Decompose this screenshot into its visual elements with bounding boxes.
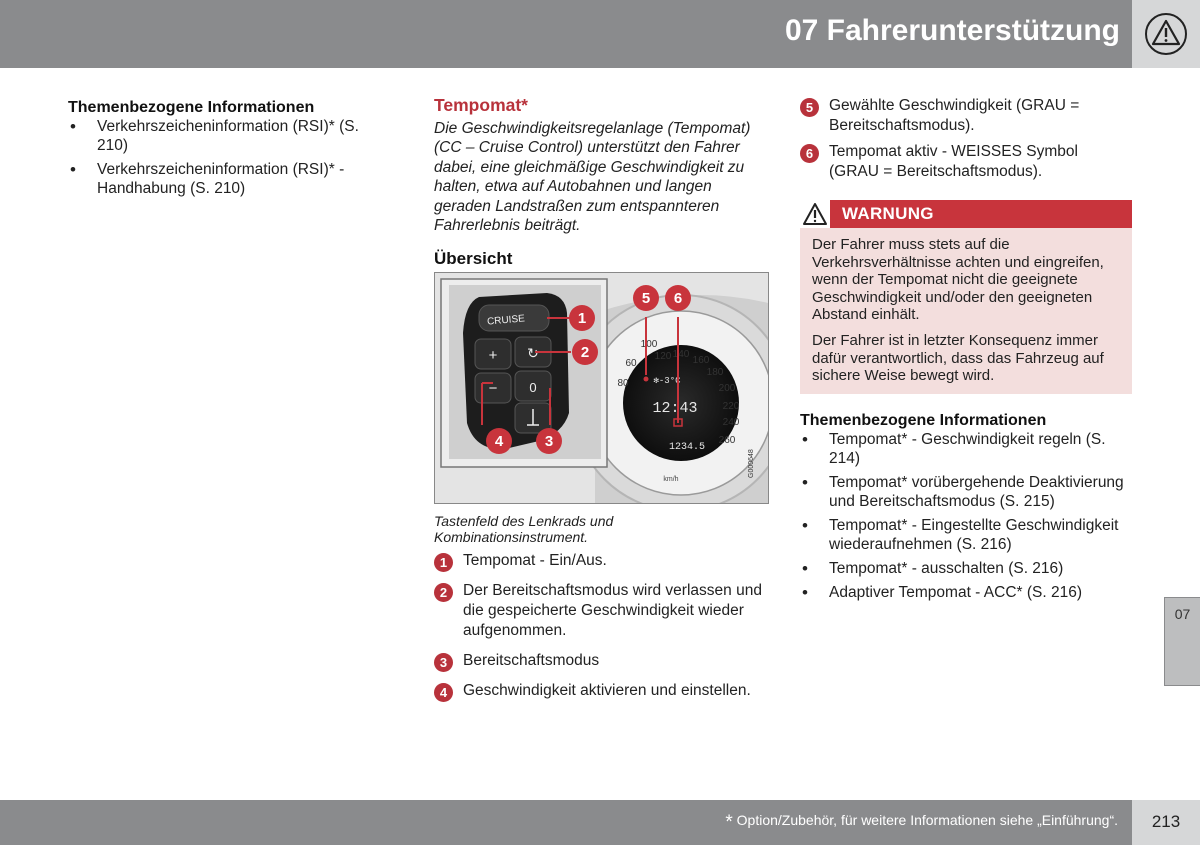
speed-tick: 220 — [722, 401, 740, 413]
chapter-title: 07 Fahrerunterstützung — [784, 14, 1120, 47]
warning-text: Der Fahrer ist in letzter Konsequenz immer dafür verantwortlich, dass das Fahrzeug auf sichere Weise bewegt wird. — [812, 331, 1104, 385]
figure-code: G000648 — [748, 449, 755, 479]
speed-tick: 260 — [718, 435, 736, 447]
related-link-item[interactable]: • Adaptiver Tempomat - ACC* (S. 216) — [800, 583, 1132, 602]
warning-text: Der Fahrer muss stets auf die Verkehrsverhältnisse achten und eingreifen, wenn der Tempomat nicht die geeignete Geschwindigkeit und/oder den geeigneten Abstand einhält. — [812, 236, 1104, 324]
related-info-list — [68, 117, 368, 198]
callout-6: 6 — [673, 290, 683, 308]
cruise-label: CRUISE — [486, 313, 526, 329]
zero-button-label: 0 — [529, 380, 537, 396]
odometer-readout: 1234.5 — [668, 442, 706, 454]
overview-title: Übersicht — [434, 249, 513, 269]
speed-tick: 160 — [692, 355, 710, 367]
related-link-item[interactable]: • Verkehrszeicheninformation (RSI)* (S. 210) — [68, 117, 368, 155]
speed-tick: 120 — [654, 351, 672, 363]
list-item — [800, 142, 1132, 182]
warning-header — [800, 200, 1132, 228]
intro-text: Die Geschwindigkeitsregelanlage (Tempomat) (CC – Cruise Control) unterstützt den Fahrer dabei, eine gleichmäßige Geschwindigkeit zu halten, etwa auf Autobahnen und langen geraden Landstraßen zum entspannteren Fahrerlebnis beiträgt. — [434, 120, 751, 235]
list-item-text: Tempomat aktiv - WEISSES Symbol (GRAU = Bereitschaftsmodus). — [829, 143, 1078, 180]
warning-label: WARNUNG — [842, 204, 934, 223]
temp-readout: ✻-3°C — [653, 376, 681, 387]
list-item-text: Tempomat - Ein/Aus. — [463, 552, 607, 570]
callout-1: 1 — [577, 310, 587, 328]
number-badge: 4 — [434, 683, 453, 702]
speed-tick: 100 — [640, 339, 658, 351]
related-link-item[interactable]: • Tempomat* vorübergehende Deaktivierung und Bereitschaftsmodus (S. 215) — [800, 473, 1132, 511]
related-link-item[interactable]: • Tempomat* - ausschalten (S. 216) — [800, 559, 1132, 578]
callout-4: 4 — [494, 433, 504, 451]
warning-body — [800, 228, 1132, 394]
overview-figure — [434, 272, 769, 504]
numbered-list-continued — [800, 96, 1132, 182]
related-link-item[interactable]: • Tempomat* - Geschwindigkeit regeln (S. 214) — [800, 430, 1132, 468]
steering-cluster-illustration — [435, 273, 768, 503]
list-item — [434, 681, 769, 701]
clock-readout: 12:43 — [652, 400, 698, 418]
related-info-title: Themenbezogene Informationen — [68, 99, 315, 116]
chapter-side-tab[interactable]: 07 — [1164, 597, 1200, 686]
page-number: 213 — [1151, 812, 1181, 831]
speed-tick: 80 — [617, 378, 629, 390]
list-item — [800, 96, 1132, 136]
warning-icon-box — [800, 200, 830, 228]
footer-star: * — [725, 812, 733, 833]
column-right — [800, 96, 1132, 607]
list-item — [434, 581, 769, 641]
speed-unit: km/h — [663, 476, 679, 484]
list-item-text: Bereitschaftsmodus — [463, 652, 600, 670]
number-badge: 3 — [434, 653, 453, 672]
plus-button-label: + — [488, 347, 498, 365]
list-item — [434, 651, 769, 671]
callout-2: 2 — [580, 344, 590, 362]
speed-tick: 140 — [672, 349, 690, 361]
footer-note-text: Option/Zubehör, für weitere Informationen siehe „Einführung“. — [736, 812, 1118, 828]
warning-triangle-icon — [1144, 12, 1188, 56]
related-link-item[interactable]: • Verkehrszeicheninformation (RSI)* - Handhabung (S. 210) — [68, 160, 368, 198]
callout-3: 3 — [544, 433, 554, 451]
list-item-text: Geschwindigkeit aktivieren und einstellen. — [463, 682, 751, 700]
list-item-text: Der Bereitschaftsmodus wird verlassen und die gespeicherte Geschwindigkeit wieder aufgenommen. — [463, 582, 762, 640]
figure-caption: Tastenfeld des Lenkrads und Kombinationsinstrument. — [434, 513, 614, 546]
callout-5: 5 — [641, 290, 651, 308]
number-badge: 5 — [800, 98, 819, 117]
number-badge: 1 — [434, 553, 453, 572]
column-left — [68, 98, 368, 203]
header-icon-box — [1132, 0, 1200, 68]
related-info-title: Themenbezogene Informationen — [800, 411, 1047, 429]
speed-tick: 240 — [722, 417, 740, 429]
list-item — [434, 551, 769, 571]
minus-button-label: − — [488, 380, 498, 398]
number-badge: 6 — [800, 144, 819, 163]
warning-box — [800, 200, 1132, 394]
speed-tick: 60 — [625, 358, 637, 370]
resume-icon: ↻ — [527, 346, 539, 363]
column-middle — [434, 96, 769, 711]
number-badge: 2 — [434, 583, 453, 602]
related-info-list — [800, 430, 1132, 602]
speed-tick: 180 — [706, 367, 724, 379]
section-title: Tempomat* — [434, 95, 528, 115]
footer-note — [725, 812, 1118, 834]
numbered-list — [434, 551, 769, 701]
list-item-text: Gewählte Geschwindigkeit (GRAU = Bereitschaftsmodus). — [829, 97, 1080, 134]
related-link-item[interactable]: • Tempomat* - Eingestellte Geschwindigkeit wiederaufnehmen (S. 216) — [800, 516, 1132, 554]
speed-tick: 200 — [718, 383, 736, 395]
warning-triangle-icon — [800, 200, 830, 228]
